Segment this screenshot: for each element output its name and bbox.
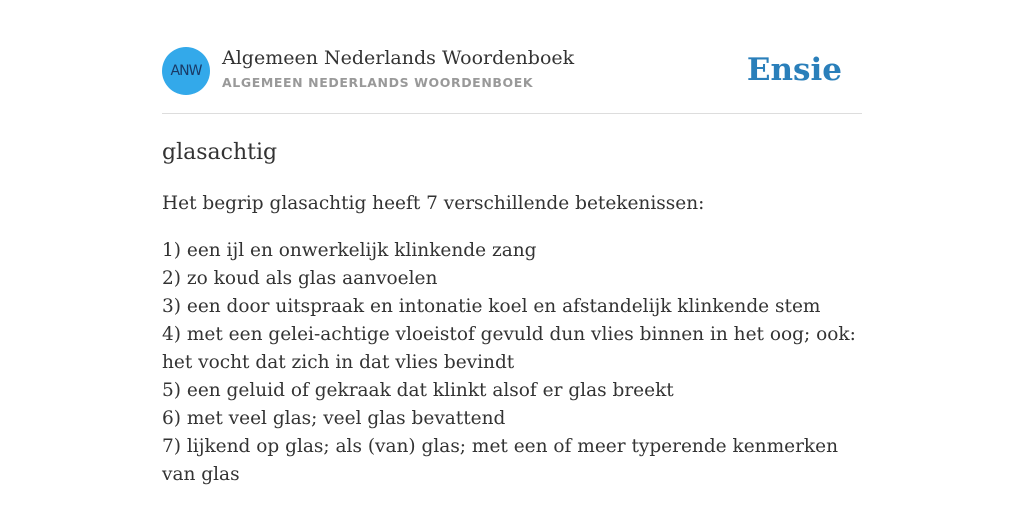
meaning-item: 1) een ijl en onwerkelijk klinkende zang (162, 240, 537, 261)
source-subtitle: ALGEMEEN NEDERLANDS WOORDENBOEK (222, 75, 534, 90)
entry-intro: Het begrip glasachtig heeft 7 verschillende betekenissen: (162, 193, 705, 214)
meanings-list (162, 237, 862, 489)
meaning-item: 7) lijkend op glas; als (van) glas; met een of meer typerende kenmerken van glas (162, 436, 838, 485)
meaning-item: 5) een geluid of gekraak dat klinkt alsof er glas breekt (162, 380, 674, 401)
entry-card (162, 40, 862, 489)
logo-text: ANW (170, 63, 202, 79)
meaning-item: 2) zo koud als glas aanvoelen (162, 268, 438, 289)
entry-term: glasachtig (162, 140, 278, 165)
anw-logo (162, 47, 210, 95)
meaning-item: 6) met veel glas; veel glas bevattend (162, 408, 506, 429)
meaning-item: 4) met een gelei-achtige vloeistof gevuld dun vlies binnen in het oog; ook: het vocht dat zich in dat vlies bevindt (162, 324, 856, 373)
meaning-item: 3) een door uitspraak en intonatie koel en afstandelijk klinkende stem (162, 296, 821, 317)
source-header (162, 40, 862, 114)
ensie-brand-logo[interactable]: Ensie (746, 52, 842, 88)
source-title: Algemeen Nederlands Woordenboek (222, 47, 575, 69)
